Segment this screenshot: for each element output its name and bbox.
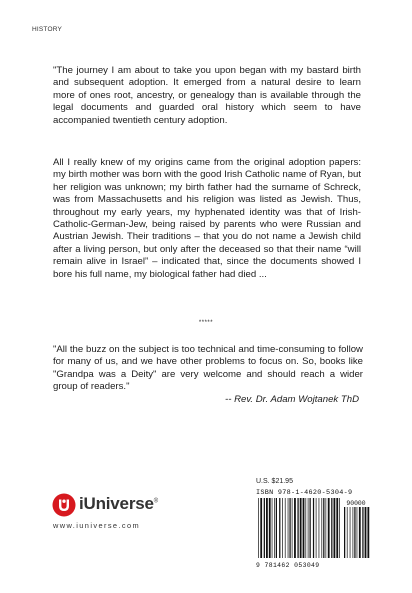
barcode-bar bbox=[300, 498, 302, 558]
barcode-bar bbox=[305, 498, 306, 558]
barcode-bar bbox=[288, 498, 289, 558]
barcode-bar bbox=[353, 507, 354, 558]
publisher-url: www.iuniverse.com bbox=[53, 521, 141, 530]
barcode-bar bbox=[357, 507, 358, 558]
barcode-bar bbox=[279, 498, 280, 558]
barcode-bar bbox=[367, 507, 369, 558]
category-label: HISTORY bbox=[32, 26, 63, 33]
barcode-bar bbox=[308, 498, 309, 558]
barcode-bar bbox=[350, 507, 351, 558]
barcode-bar bbox=[285, 498, 286, 558]
isbn-label: ISBN 978-1-4620-5304-9 bbox=[256, 489, 353, 497]
publisher-logo bbox=[52, 493, 202, 543]
barcode-bar bbox=[264, 498, 265, 558]
barcode-bar bbox=[365, 507, 367, 558]
excerpt-paragraph-2: All I really knew of my origins came from the original adoption papers: my birth mother was born with the good Irish Catholic name of Ryan, but her religion was unknown; my birth father had the surname of Schreck, was from Massachusetts and his religion was listed as Jewish. Thus, throughout my early years, my hyphenated identity was that of Irish-Catholic-German-Jew, being raised by parents who were Russian and Austrian Jewish. Their traditions – that you do not name a Jewish child after a living person, but only after the deceased so that their name “will remain alive in Israel” – indicated that, since the documents showed I bore his full name, my biological father had died ... bbox=[53, 157, 361, 280]
barcode-bar bbox=[328, 498, 330, 558]
barcode-bar bbox=[297, 498, 298, 558]
barcode-bar bbox=[282, 498, 283, 558]
barcode-bar bbox=[258, 498, 259, 558]
barcode-bar bbox=[344, 507, 345, 558]
barcode-bar bbox=[276, 498, 277, 558]
barcode-bar bbox=[334, 498, 336, 558]
barcode-bar bbox=[313, 498, 314, 558]
barcode-bar bbox=[272, 498, 273, 558]
barcode-addon-number: 90000 bbox=[346, 500, 366, 507]
barcode-bar bbox=[260, 498, 262, 558]
barcode-bar bbox=[292, 498, 293, 558]
barcode-bar bbox=[319, 498, 320, 558]
barcode-bar bbox=[323, 498, 324, 558]
barcode-bar bbox=[339, 498, 340, 558]
price-label: U.S. $21.95 bbox=[256, 478, 293, 485]
barcode-bar bbox=[331, 498, 332, 558]
barcode-bar bbox=[303, 498, 305, 558]
barcode-bar bbox=[354, 507, 355, 558]
review-attribution: -- Rev. Dr. Adam Wojtanek ThD bbox=[225, 394, 359, 405]
excerpt-paragraph-1: "The journey I am about to take you upon began with my bastard birth and subsequent adoption. It emerged from a natural desire to learn more of ones root, ancestry, or genealogy than is available through the legal documents and guarded oral history which seem to have accompanied twentieth century adoption. bbox=[53, 65, 361, 126]
iuniverse-logo-icon bbox=[52, 493, 76, 517]
publisher-name: iUniverse® bbox=[79, 494, 158, 513]
barcode-bar bbox=[266, 498, 268, 558]
barcode-graphic bbox=[256, 498, 372, 560]
review-quote: "All the buzz on the subject is too technical and time-consuming to follow for many of us, and we have other problems to focus on. So, books like "Grandpa was a Deity" are very welcome and should reach a wider group of readers." bbox=[53, 344, 363, 393]
barcode-bar bbox=[274, 498, 275, 558]
barcode-bar bbox=[294, 498, 296, 558]
barcode-bar bbox=[269, 498, 271, 558]
section-separator: ***** bbox=[198, 320, 214, 326]
barcode-bar bbox=[289, 498, 290, 558]
barcode-bar bbox=[347, 507, 348, 558]
barcode-number: 9 781462 053049 bbox=[256, 562, 320, 569]
barcode-bar bbox=[310, 498, 311, 558]
barcode-bar bbox=[316, 498, 317, 558]
barcode-bar bbox=[321, 498, 322, 558]
barcode bbox=[256, 498, 372, 560]
barcode-bar bbox=[359, 507, 361, 558]
barcode-bar bbox=[326, 498, 327, 558]
barcode-bar bbox=[362, 507, 363, 558]
barcode-bar bbox=[336, 498, 338, 558]
